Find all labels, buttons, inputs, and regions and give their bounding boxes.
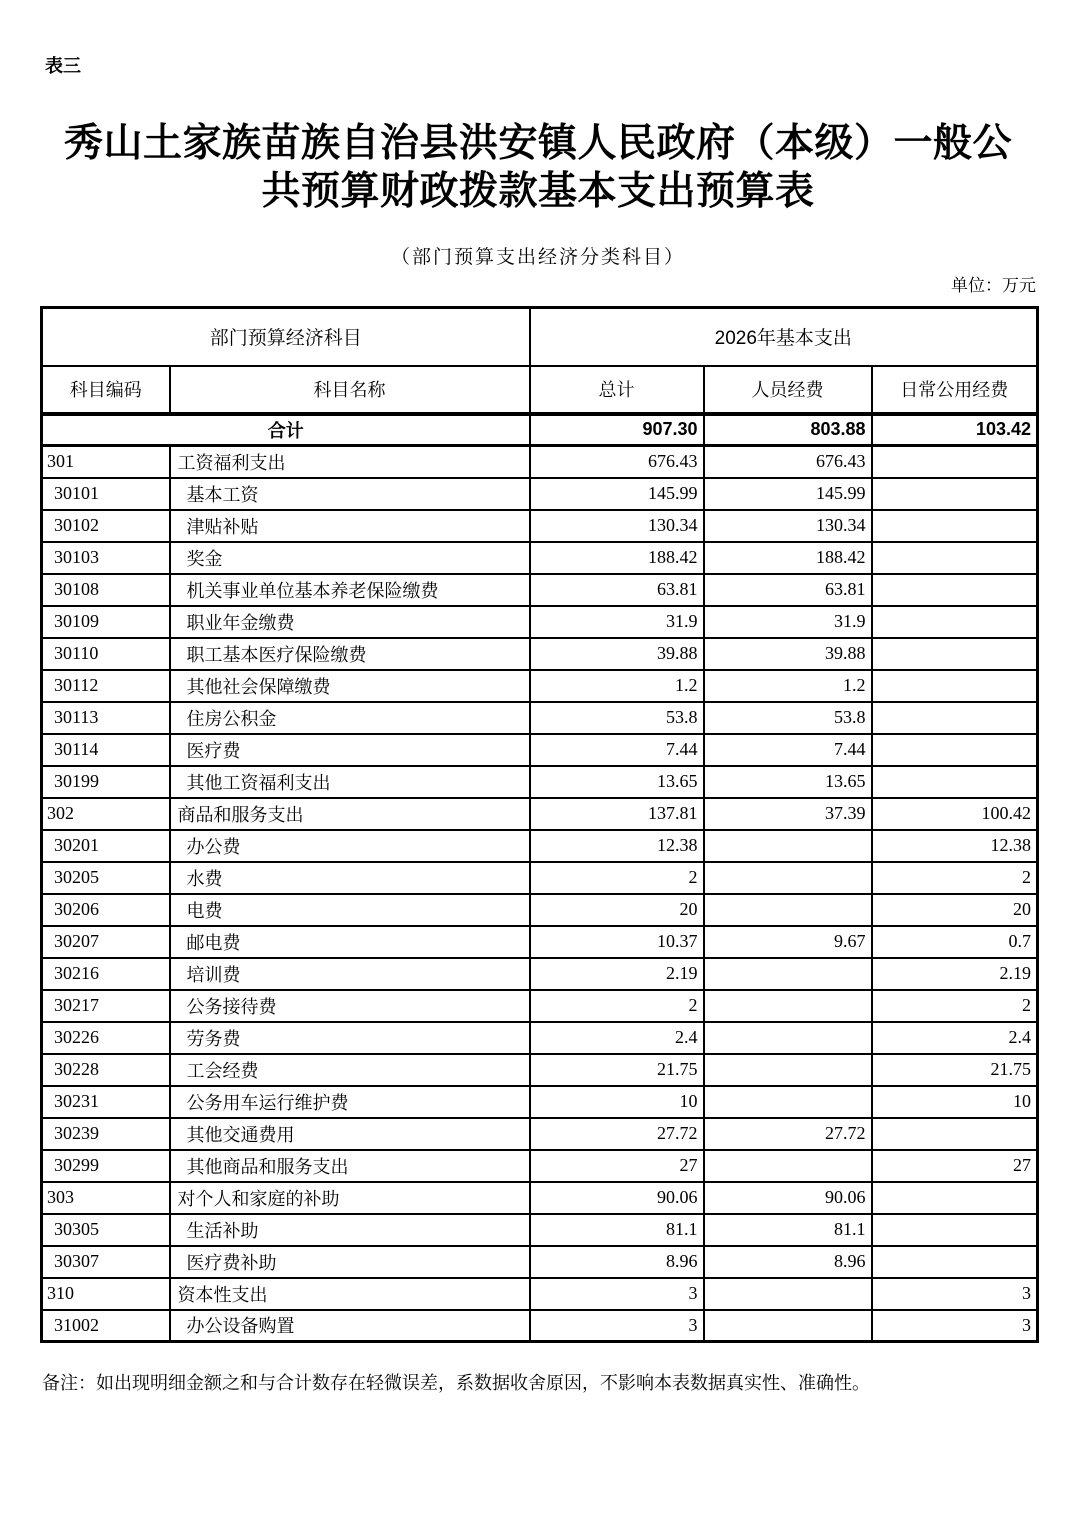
daily-value-cell: 3 <box>872 1310 1038 1342</box>
subject-name-cell: 其他商品和服务支出 <box>170 1150 530 1182</box>
table-row <box>42 958 1038 990</box>
subject-code-cell: 301 <box>42 446 170 478</box>
table-row <box>42 894 1038 926</box>
total-value-cell: 53.8 <box>530 702 704 734</box>
total-value-cell: 188.42 <box>530 542 704 574</box>
table-row <box>42 1246 1038 1278</box>
page-title-line-1: 秀山土家族苗族自治县洪安镇人民政府（本级）一般公 <box>63 122 1012 165</box>
subject-code-cell: 30299 <box>42 1150 170 1182</box>
daily-value-cell <box>872 1182 1038 1214</box>
table-row <box>42 574 1038 606</box>
subject-name-cell: 商品和服务支出 <box>170 798 530 830</box>
total-value-cell: 676.43 <box>530 446 704 478</box>
total-value-cell: 13.65 <box>530 766 704 798</box>
total-value-cell: 2.19 <box>530 958 704 990</box>
table-row <box>42 1182 1038 1214</box>
subject-code-cell: 30206 <box>42 894 170 926</box>
personnel-value-cell: 9.67 <box>704 926 872 958</box>
subject-code-cell: 310 <box>42 1278 170 1310</box>
personnel-value-cell <box>704 958 872 990</box>
table-row <box>42 1054 1038 1086</box>
personnel-value-cell <box>704 1278 872 1310</box>
col-header-total: 总计 <box>530 366 704 414</box>
subject-name-cell: 基本工资 <box>170 478 530 510</box>
col-header-subject-code: 科目编码 <box>42 366 170 414</box>
daily-value-cell <box>872 734 1038 766</box>
subject-code-cell: 30108 <box>42 574 170 606</box>
daily-value-cell <box>872 446 1038 478</box>
total-value-cell: 10 <box>530 1086 704 1118</box>
personnel-value-cell: 81.1 <box>704 1214 872 1246</box>
subject-name-cell: 职工基本医疗保险缴费 <box>170 638 530 670</box>
subject-code-cell: 30112 <box>42 670 170 702</box>
total-value-cell: 63.81 <box>530 574 704 606</box>
daily-value-cell <box>872 1246 1038 1278</box>
total-value-cell: 3 <box>530 1278 704 1310</box>
total-value-cell: 27.72 <box>530 1118 704 1150</box>
daily-value-cell <box>872 510 1038 542</box>
personnel-value-cell: 90.06 <box>704 1182 872 1214</box>
daily-value-cell <box>872 638 1038 670</box>
table-row <box>42 702 1038 734</box>
table-row <box>42 830 1038 862</box>
personnel-value-cell: 31.9 <box>704 606 872 638</box>
unit-label: 单位：万元 <box>951 276 1036 295</box>
personnel-value-cell: 27.72 <box>704 1118 872 1150</box>
subject-code-cell: 30305 <box>42 1214 170 1246</box>
daily-value-cell: 2.4 <box>872 1022 1038 1054</box>
subject-code-cell: 30103 <box>42 542 170 574</box>
total-value-cell: 90.06 <box>530 1182 704 1214</box>
col-header-personnel: 人员经费 <box>704 366 872 414</box>
personnel-value-cell: 37.39 <box>704 798 872 830</box>
subject-name-cell: 职业年金缴费 <box>170 606 530 638</box>
personnel-value-cell: 7.44 <box>704 734 872 766</box>
personnel-value-cell <box>704 1054 872 1086</box>
subject-code-cell: 303 <box>42 1182 170 1214</box>
subject-name-cell: 生活补助 <box>170 1214 530 1246</box>
table-column-header-row <box>42 366 1038 414</box>
total-value-cell: 39.88 <box>530 638 704 670</box>
subject-name-cell: 医疗费 <box>170 734 530 766</box>
subject-name-cell: 培训费 <box>170 958 530 990</box>
total-value-cell: 81.1 <box>530 1214 704 1246</box>
table-row <box>42 1022 1038 1054</box>
subject-code-cell: 30307 <box>42 1246 170 1278</box>
daily-value-cell: 100.42 <box>872 798 1038 830</box>
subject-code-cell: 30114 <box>42 734 170 766</box>
subject-code-cell: 30217 <box>42 990 170 1022</box>
subject-code-cell: 31002 <box>42 1310 170 1342</box>
subject-name-cell: 其他交通费用 <box>170 1118 530 1150</box>
total-value-cell: 27 <box>530 1150 704 1182</box>
daily-value-cell <box>872 766 1038 798</box>
personnel-value-cell: 145.99 <box>704 478 872 510</box>
total-value-cell: 31.9 <box>530 606 704 638</box>
table-row <box>42 766 1038 798</box>
grand-total-total-value: 907.30 <box>530 414 704 446</box>
total-value-cell: 8.96 <box>530 1246 704 1278</box>
grand-total-row <box>42 414 1038 446</box>
subject-name-cell: 公务用车运行维护费 <box>170 1086 530 1118</box>
daily-value-cell <box>872 542 1038 574</box>
subject-name-cell: 公务接待费 <box>170 990 530 1022</box>
table-row <box>42 734 1038 766</box>
table-row <box>42 798 1038 830</box>
table-row <box>42 1310 1038 1342</box>
daily-value-cell: 21.75 <box>872 1054 1038 1086</box>
subject-code-cell: 30101 <box>42 478 170 510</box>
daily-value-cell: 2 <box>872 862 1038 894</box>
subject-code-cell: 30199 <box>42 766 170 798</box>
personnel-value-cell <box>704 1022 872 1054</box>
personnel-value-cell: 1.2 <box>704 670 872 702</box>
daily-value-cell: 12.38 <box>872 830 1038 862</box>
subject-name-cell: 电费 <box>170 894 530 926</box>
subject-name-cell: 办公设备购置 <box>170 1310 530 1342</box>
subject-code-cell: 30216 <box>42 958 170 990</box>
subject-code-cell: 30226 <box>42 1022 170 1054</box>
personnel-value-cell: 63.81 <box>704 574 872 606</box>
table-row <box>42 862 1038 894</box>
subtitle: （部门预算支出经济分类科目） <box>390 247 685 268</box>
table-row <box>42 638 1038 670</box>
subject-code-cell: 30102 <box>42 510 170 542</box>
total-value-cell: 1.2 <box>530 670 704 702</box>
daily-value-cell <box>872 670 1038 702</box>
subject-code-cell: 30231 <box>42 1086 170 1118</box>
subject-name-cell: 津贴补贴 <box>170 510 530 542</box>
subject-code-cell: 302 <box>42 798 170 830</box>
subject-name-cell: 奖金 <box>170 542 530 574</box>
subject-code-cell: 30109 <box>42 606 170 638</box>
table-row <box>42 606 1038 638</box>
table-row <box>42 670 1038 702</box>
total-value-cell: 145.99 <box>530 478 704 510</box>
personnel-value-cell <box>704 862 872 894</box>
subject-code-cell: 30201 <box>42 830 170 862</box>
footnote: 备注：如出现明细金额之和与合计数存在轻微误差，系数据收舍原因，不影响本表数据真实性、准确性。 <box>42 1373 870 1393</box>
subject-code-cell: 30228 <box>42 1054 170 1086</box>
subject-code-cell: 30110 <box>42 638 170 670</box>
daily-value-cell <box>872 702 1038 734</box>
table-row <box>42 478 1038 510</box>
total-value-cell: 12.38 <box>530 830 704 862</box>
daily-value-cell: 10 <box>872 1086 1038 1118</box>
table-row <box>42 1118 1038 1150</box>
personnel-value-cell <box>704 990 872 1022</box>
grand-total-personnel-value: 803.88 <box>704 414 872 446</box>
table-row <box>42 1150 1038 1182</box>
subject-name-cell: 工会经费 <box>170 1054 530 1086</box>
daily-value-cell: 0.7 <box>872 926 1038 958</box>
daily-value-cell <box>872 478 1038 510</box>
subject-name-cell: 办公费 <box>170 830 530 862</box>
total-value-cell: 137.81 <box>530 798 704 830</box>
table-number-label: 表三 <box>45 56 81 76</box>
col-header-subject-name: 科目名称 <box>170 366 530 414</box>
personnel-value-cell <box>704 894 872 926</box>
daily-value-cell: 2 <box>872 990 1038 1022</box>
personnel-value-cell <box>704 1150 872 1182</box>
grand-total-daily-value: 103.42 <box>872 414 1038 446</box>
personnel-value-cell: 13.65 <box>704 766 872 798</box>
subject-code-cell: 30239 <box>42 1118 170 1150</box>
total-value-cell: 2 <box>530 990 704 1022</box>
page-title-line-2: 共预算财政拨款基本支出预算表 <box>261 170 815 213</box>
total-value-cell: 21.75 <box>530 1054 704 1086</box>
total-value-cell: 7.44 <box>530 734 704 766</box>
total-value-cell: 130.34 <box>530 510 704 542</box>
subject-name-cell: 水费 <box>170 862 530 894</box>
personnel-value-cell: 188.42 <box>704 542 872 574</box>
subject-name-cell: 对个人和家庭的补助 <box>170 1182 530 1214</box>
subject-name-cell: 住房公积金 <box>170 702 530 734</box>
table-row <box>42 1278 1038 1310</box>
personnel-value-cell: 8.96 <box>704 1246 872 1278</box>
daily-value-cell <box>872 1118 1038 1150</box>
personnel-value-cell: 676.43 <box>704 446 872 478</box>
personnel-value-cell: 130.34 <box>704 510 872 542</box>
subject-name-cell: 医疗费补助 <box>170 1246 530 1278</box>
personnel-value-cell <box>704 1310 872 1342</box>
table-row <box>42 542 1038 574</box>
table-row <box>42 1086 1038 1118</box>
table-row <box>42 926 1038 958</box>
subject-name-cell: 机关事业单位基本养老保险缴费 <box>170 574 530 606</box>
daily-value-cell: 20 <box>872 894 1038 926</box>
daily-value-cell <box>872 574 1038 606</box>
total-value-cell: 20 <box>530 894 704 926</box>
subject-code-cell: 30113 <box>42 702 170 734</box>
daily-value-cell <box>872 606 1038 638</box>
daily-value-cell: 2.19 <box>872 958 1038 990</box>
subject-name-cell: 资本性支出 <box>170 1278 530 1310</box>
subject-name-cell: 其他社会保障缴费 <box>170 670 530 702</box>
table-header-group-row <box>42 308 1038 366</box>
col-header-daily-public: 日常公用经费 <box>872 366 1038 414</box>
daily-value-cell: 3 <box>872 1278 1038 1310</box>
grand-total-label: 合计 <box>42 414 530 446</box>
table-row <box>42 510 1038 542</box>
daily-value-cell: 27 <box>872 1150 1038 1182</box>
table-row <box>42 990 1038 1022</box>
daily-value-cell <box>872 1214 1038 1246</box>
personnel-value-cell <box>704 830 872 862</box>
subject-name-cell: 邮电费 <box>170 926 530 958</box>
table-row <box>42 446 1038 478</box>
subject-name-cell: 劳务费 <box>170 1022 530 1054</box>
personnel-value-cell: 39.88 <box>704 638 872 670</box>
subject-code-cell: 30205 <box>42 862 170 894</box>
personnel-value-cell: 53.8 <box>704 702 872 734</box>
budget-table <box>40 306 1039 1343</box>
total-value-cell: 2.4 <box>530 1022 704 1054</box>
page-title <box>40 120 1036 216</box>
total-value-cell: 2 <box>530 862 704 894</box>
total-value-cell: 10.37 <box>530 926 704 958</box>
table-row <box>42 1214 1038 1246</box>
header-dept-budget-subject: 部门预算经济科目 <box>42 308 530 366</box>
total-value-cell: 3 <box>530 1310 704 1342</box>
subject-name-cell: 其他工资福利支出 <box>170 766 530 798</box>
subject-name-cell: 工资福利支出 <box>170 446 530 478</box>
personnel-value-cell <box>704 1086 872 1118</box>
header-2026-basic-expenditure: 2026年基本支出 <box>530 308 1038 366</box>
subject-code-cell: 30207 <box>42 926 170 958</box>
